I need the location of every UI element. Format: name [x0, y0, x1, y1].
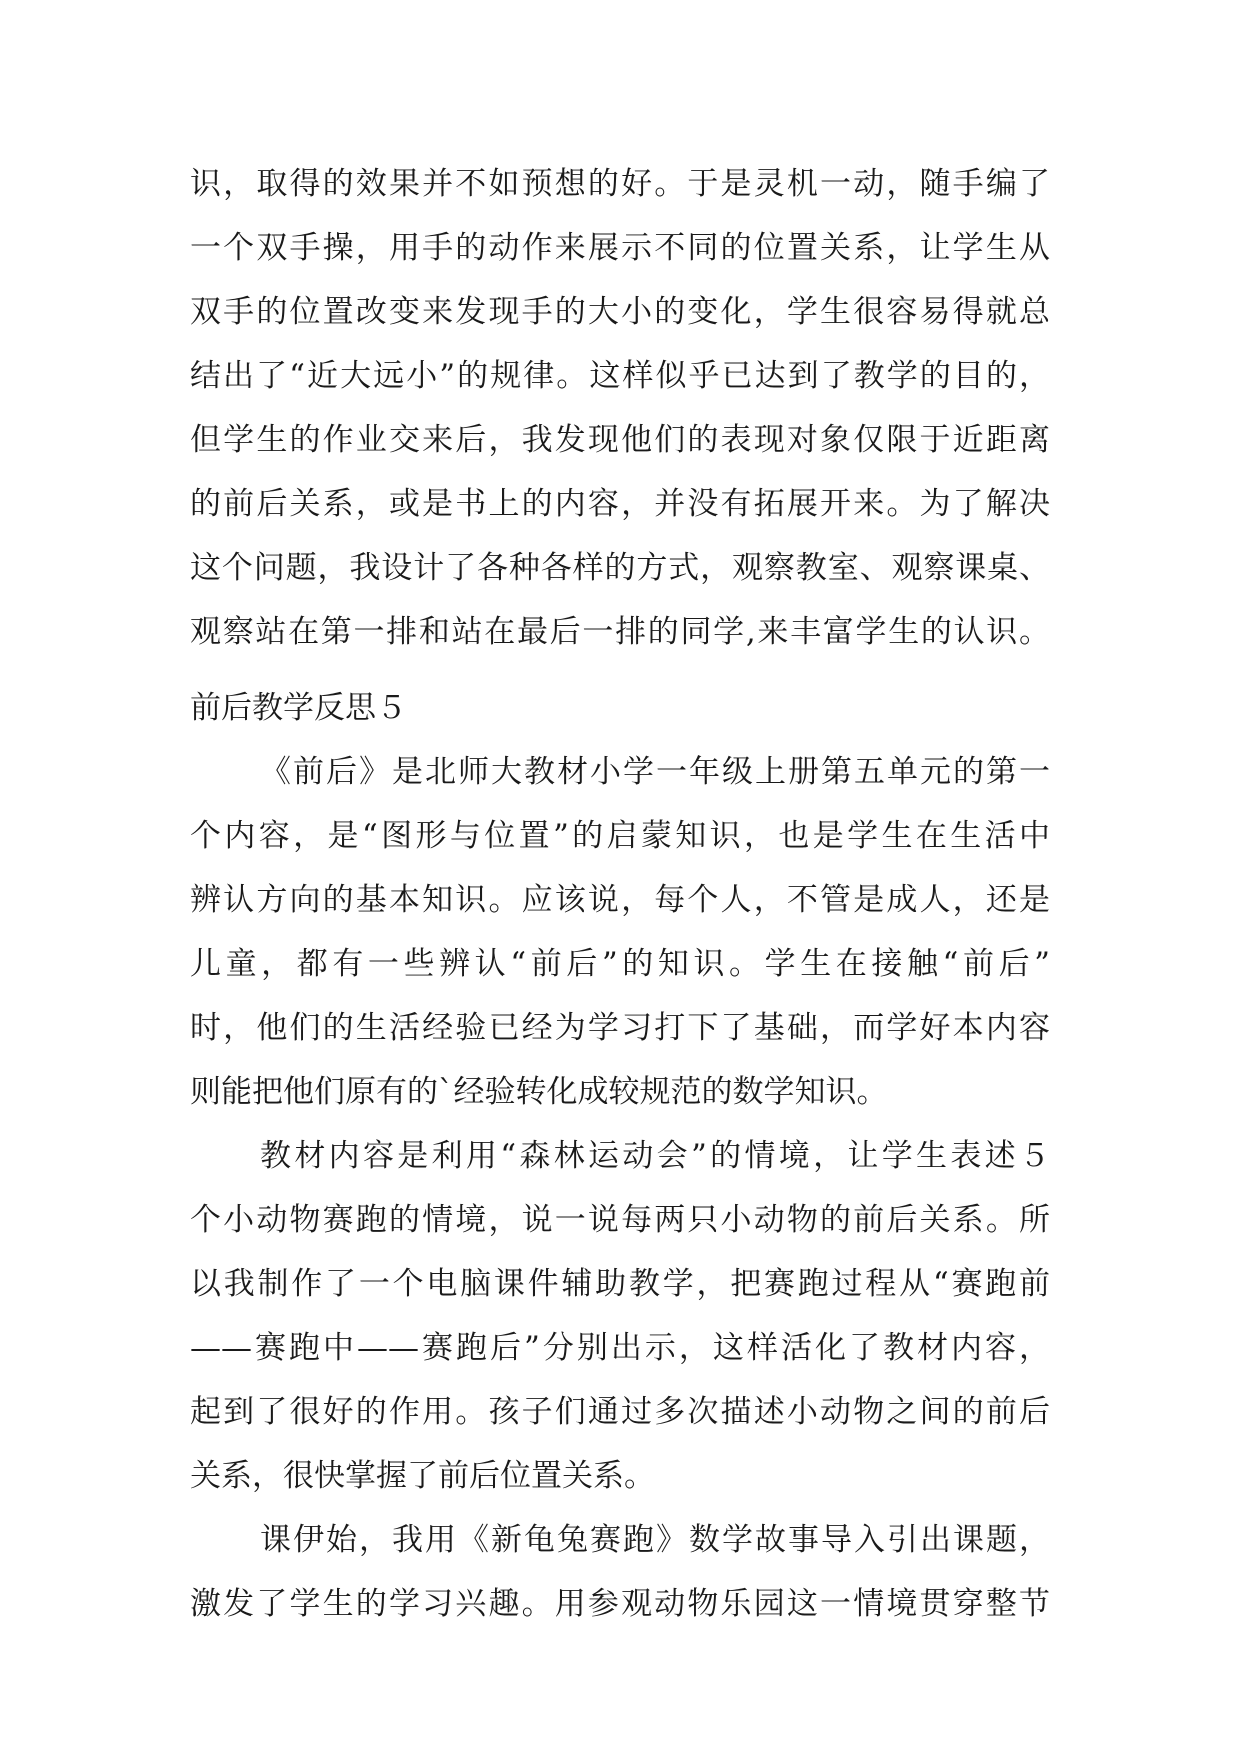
- text-line: 但学生的作业交来后，我发现他们的表现对象仅限于近距离: [190, 422, 1050, 458]
- text-line: 这个问题，我设计了各种各样的方式，观察教室、观察课桌、: [190, 550, 1050, 586]
- text-line: 个小动物赛跑的情境，说一说每两只小动物的前后关系。所: [190, 1202, 1050, 1238]
- text-line: 时，他们的生活经验已经为学习打下了基础，而学好本内容: [190, 1010, 1050, 1046]
- text-line: 双手的位置改变来发现手的大小的变化，学生很容易得就总: [190, 294, 1050, 330]
- text-line: 关系，很快掌握了前后位置关系。: [190, 1458, 655, 1494]
- text-line: 则能把他们原有的`经验转化成较规范的数学知识。: [190, 1074, 888, 1110]
- text-line: 结出了“近大远小”的规律。这样似乎已达到了教学的目的，: [190, 358, 1050, 394]
- text-line: 儿童，都有一些辨认“前后”的知识。学生在接触“前后”: [190, 946, 1050, 982]
- text-line: 辨认方向的基本知识。应该说，每个人，不管是成人，还是: [190, 882, 1050, 918]
- text-line: 教材内容是利用“森林运动会”的情境，让学生表述５: [260, 1138, 1050, 1174]
- text-line: 一个双手操，用手的动作来展示不同的位置关系，让学生从: [190, 230, 1050, 266]
- text-line: 识，取得的效果并不如预想的好。于是灵机一动，随手编了: [190, 166, 1050, 202]
- main-paragraphs: [190, 740, 1050, 1636]
- text-line: 的前后关系，或是书上的内容，并没有拓展开来。为了解决: [190, 486, 1050, 522]
- text-line: 以我制作了一个电脑课件辅助教学，把赛跑过程从“赛跑前: [190, 1266, 1050, 1302]
- text-line: 课伊始，我用《新龟兔赛跑》数学故事导入引出课题，: [260, 1522, 1050, 1558]
- continued-paragraph: [190, 152, 1050, 664]
- text-line: 个内容，是“图形与位置”的启蒙知识，也是学生在生活中: [190, 818, 1050, 854]
- text-line: 起到了很好的作用。孩子们通过多次描述小动物之间的前后: [190, 1394, 1050, 1430]
- section-title: 前后教学反思５: [190, 690, 407, 726]
- text-line: ——赛跑中——赛跑后”分别出示，这样活化了教材内容，: [190, 1330, 1050, 1366]
- text-line: 激发了学生的学习兴趣。用参观动物乐园这一情境贯穿整节: [190, 1586, 1050, 1622]
- text-line: 《前后》是北师大教材小学一年级上册第五单元的第一: [260, 754, 1050, 790]
- text-line: 观察站在第一排和站在最后一排的同学,来丰富学生的认识。: [190, 614, 1050, 650]
